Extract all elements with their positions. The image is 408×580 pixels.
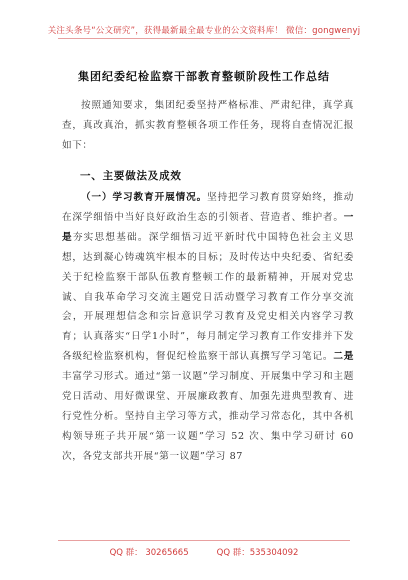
point-one-text: 夯实思想基础。深学细悟习近平新时代中国特色社会主义思想，达到凝心铸魂筑牢根本的目标；及时传达中央纪委、省纪委关于纪检监察干部队伍教育整顿工作的最新精神，开展对党忠诚、自我革命学习交流主题党日活动暨学习教育工作分享交流会，开展理想信念和宗旨意识学习教育及党史相关内容学习教育；认真落实“日学1小时”，每月制定学习教育工作安排并下发各级纪检监察机构，督促纪检监察干部认真撰写学习笔记。: [62, 231, 354, 363]
footer-contacts: [0, 546, 408, 558]
intro-paragraph: 按照通知要求，集团纪委坚持严格标准、严肃纪律，真学真查，真改真治，抓实教育整顿各项工作任务，现将自查情况汇报如下：: [62, 100, 354, 151]
footer-divider: [58, 540, 350, 541]
footer-qq-group-2: QQ 群：535304092: [216, 548, 299, 558]
promo-banner: 关注头条号“公文研究”，获得最新最全最专业的公文资料库！ 微信：gongwenyj: [47, 26, 361, 36]
section-paragraph: [62, 188, 354, 467]
header-divider: [58, 38, 350, 39]
document-title: 集团纪委纪检监察干部教育整顿阶段性工作总结: [78, 70, 330, 83]
footer-qq-group-1: QQ 群： 30265665: [109, 548, 189, 558]
section-heading: 一、主要做法及成效: [80, 170, 182, 182]
subsection-text: 坚持把学习教育贯穿始终，推动在深学细悟中当好良好政治生态的引领者、营造者、维护者。: [62, 192, 355, 223]
point-one-label: 一是: [62, 211, 354, 243]
subsection-label: （一）学习教育开展情况。: [81, 192, 208, 203]
point-two-text: 丰富学习形式。通过“第一议题”学习制度、开展集中学习和主题党日活动、用好微课堂、开展廉政教育、加强先进典型教育、进行党性分析。坚持自主学习等方式，推动学习常态化，其中各机构领导班子共开展“第一议题”学习 52 次、集中学习研讨 60 次，各党支部共开展“第一议题”学习 87: [62, 371, 354, 462]
point-two-label: 二是: [333, 351, 354, 363]
